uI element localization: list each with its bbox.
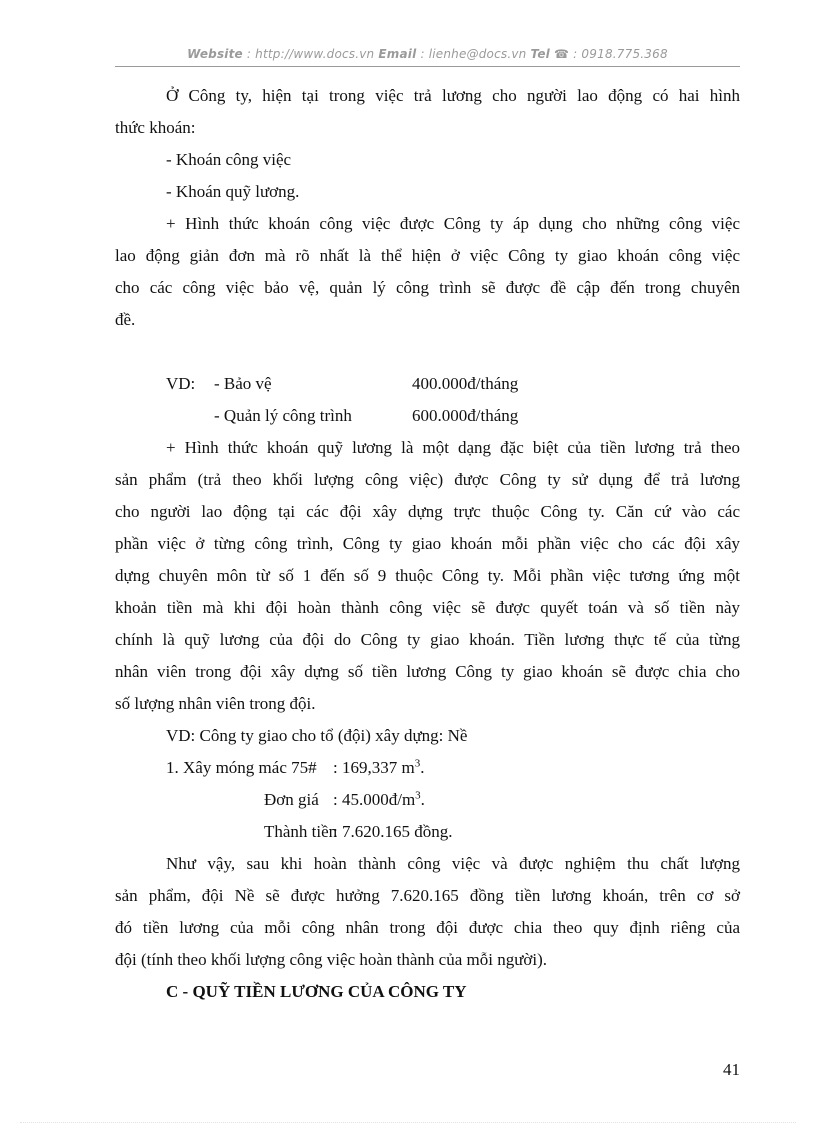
section-heading: C - QUỸ TIỀN LƯƠNG CỦA CÔNG TY: [166, 982, 467, 1001]
example-label: - Quản lý công trình: [214, 406, 352, 425]
paragraph-line: khoản tiền mà khi đội hoàn thành công việc sẽ được quyết toán và số tiền này: [115, 598, 740, 617]
example-prefix: VD:: [166, 374, 196, 393]
paragraph-line: cho các công việc bảo vệ, quản lý công trình sẽ được đề cập đến trong chuyên: [115, 278, 740, 297]
paragraph-line: cho người lao động tại các đội xây dựng trực thuộc Công ty. Căn cứ vào các: [115, 502, 740, 521]
example-row: [166, 373, 740, 395]
email-value: : lienhe@docs.vn: [420, 47, 527, 61]
paragraph-line: nhân viên trong đội xây dựng số tiền lương Công ty giao khoán sẽ được chia cho: [115, 662, 740, 681]
paragraph-line: phần việc ở từng công trình, Công ty giao khoán mỗi phần việc cho các đội xây: [115, 534, 740, 553]
example-value: 400.000đ/tháng: [412, 374, 519, 393]
paragraph-line: sản phẩm, đội Nề sẽ được hưởng 7.620.165 đồng tiền lương khoán, trên cơ sở: [115, 886, 740, 905]
example-value: 600.000đ/tháng: [412, 406, 519, 425]
example-label: - Bảo vệ: [214, 374, 272, 393]
website-label: Website: [187, 47, 243, 61]
website-value: : http://www.docs.vn: [246, 47, 375, 61]
paragraph-line: + Hình thức khoán quỹ lương là một dạng đặc biệt của tiền lương trả theo: [166, 438, 740, 457]
paragraph-line: đề.: [115, 310, 136, 329]
example-value: : $45.000đ/m^3$.: [333, 789, 425, 809]
example-value: : 7.620.165 đồng.: [333, 822, 453, 841]
example-row: [166, 789, 740, 811]
example-row: [166, 757, 740, 779]
tel-value: ☎ : 0918.775.368: [554, 47, 668, 61]
header-divider: [115, 66, 740, 67]
paragraph-line: Như vậy, sau khi hoàn thành công việc và được nghiệm thu chất lượng: [166, 854, 740, 873]
paragraph-line: đội (tính theo khối lượng công việc hoàn thành của mỗi người).: [115, 950, 548, 969]
example-value: : 169,337 $m^3$.: [333, 757, 425, 777]
paragraph-line: sản phẩm (trả theo khối lượng công việc) được Công ty sử dụng để trả lương: [115, 470, 740, 489]
paragraph-line: đó tiền lương của mỗi công nhân trong đội được chia theo quy định riêng của: [115, 918, 740, 937]
list-item: - Khoán quỹ lương.: [166, 182, 300, 201]
example-row: [166, 821, 740, 843]
paragraph-line: lao động giản đơn mà rõ nhất là thể hiện ở việc Công ty giao khoán công việc: [115, 246, 740, 265]
paragraph-line: thức khoán:: [115, 118, 196, 137]
page-number: 41: [723, 1060, 740, 1079]
example-label: 1. Xây móng mác 75#: [166, 758, 317, 777]
list-item: - Khoán công việc: [166, 150, 292, 169]
tel-label: Tel: [530, 47, 550, 61]
paragraph-line: chính là quỹ lương của đội do Công ty giao khoán. Tiền lương thực tế của từng: [115, 630, 740, 649]
paragraph-line: Ở Công ty, hiện tại trong việc trả lương cho người lao động có hai hình: [166, 86, 740, 105]
paragraph-line: + Hình thức khoán công việc được Công ty áp dụng cho những công việc: [166, 214, 740, 233]
email-label: Email: [378, 47, 417, 61]
paragraph-line: số lượng nhân viên trong đội.: [115, 694, 316, 713]
example-intro: VD: Công ty giao cho tổ (đội) xây dựng: Nề: [166, 726, 468, 745]
example-label: Đơn giá: [264, 790, 319, 809]
paragraph-line: dựng chuyên môn từ số 1 đến số 9 thuộc Công ty. Mỗi phần việc tương ứng một: [115, 566, 740, 585]
page-header: [115, 47, 740, 61]
example-row: [166, 405, 740, 427]
example-label: Thành tiền: [264, 822, 338, 841]
